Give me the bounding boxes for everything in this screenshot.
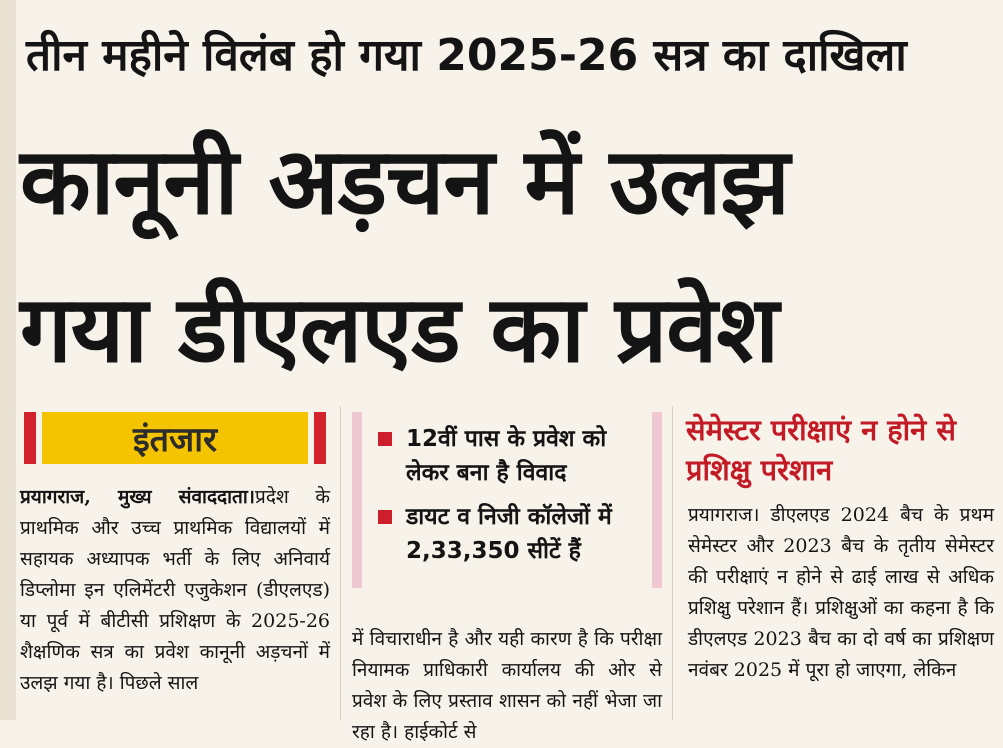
side-story-headline: सेमेस्टर परीक्षाएं न होने से प्रशिक्षु परेशान bbox=[686, 413, 956, 487]
headline-line-1: कानूनी अड़चन में उलझ bbox=[20, 128, 789, 235]
tag-bar-left bbox=[24, 412, 36, 464]
main-headline bbox=[20, 108, 995, 404]
column-3 bbox=[682, 406, 994, 720]
tag-label: इंतजार bbox=[132, 420, 217, 460]
dateline: प्रयागराज, मुख्य संवाददाता। bbox=[20, 486, 256, 508]
column-2 bbox=[352, 406, 662, 743]
square-bullet-icon bbox=[378, 510, 392, 524]
article-body-1 bbox=[20, 482, 330, 699]
headline-line-2: गया डीएलएड का प्रवेश bbox=[20, 276, 779, 383]
highlight-text-2: डायट व निजी कॉलेजों में 2,33,350 सीटें हैं bbox=[406, 504, 612, 564]
paper-edge bbox=[0, 0, 16, 720]
square-bullet-icon bbox=[378, 432, 392, 446]
side-story-body: प्रयागराज। डीएलएड 2024 बैच के प्रथम सेमेस्टर और 2023 बैच के तृतीय सेमेस्टर की परीक्षाएं न होने से ढाई लाख से अधिक प्रशिक्षु परेशान हैं। प्रशिक्षुओं का कहना है कि डीएलएड 2023 बैच का दो वर्ष का प्रशिक्षण नवंबर 2025 में पूरा हो जाएगा, लेकिन bbox=[688, 504, 994, 681]
highlight-item bbox=[374, 500, 640, 568]
highlight-text-1: 12वीं पास के प्रवेश को लेकर बना है विवाद bbox=[406, 426, 607, 486]
tag-bar-right bbox=[314, 412, 326, 464]
column-divider-2 bbox=[672, 406, 673, 720]
article-body-2: में विचाराधीन है और यही कारण है कि परीक्षा नियामक प्राधिकारी कार्यालय की ओर से प्रवेश के लिए प्रस्ताव शासन को नहीं भेजा जा रहा है। हाईकोर्ट से bbox=[352, 628, 662, 743]
kicker-headline: तीन महीने विलंब हो गया 2025-26 सत्र का दाखिला bbox=[26, 30, 907, 81]
body-text-1: प्रदेश के प्राथमिक और उच्च प्राथमिक विद्यालयों में सहायक अध्यापक भर्ती के लिए अनिवार्य डिप्लोमा इन एलिमेंटरी एजुकेशन (डीएलएड) या पूर्व में बीटीसी प्रशिक्षण के 2025-26 शैक्षणिक सत्र का प्रवेश कानूनी अड़चनों में उलझ गया है। पिछले साल bbox=[20, 486, 330, 694]
section-tag bbox=[20, 408, 330, 468]
highlight-box bbox=[352, 412, 662, 588]
column-divider-1 bbox=[340, 406, 341, 720]
highlight-item bbox=[374, 422, 640, 490]
column-1 bbox=[20, 406, 330, 720]
